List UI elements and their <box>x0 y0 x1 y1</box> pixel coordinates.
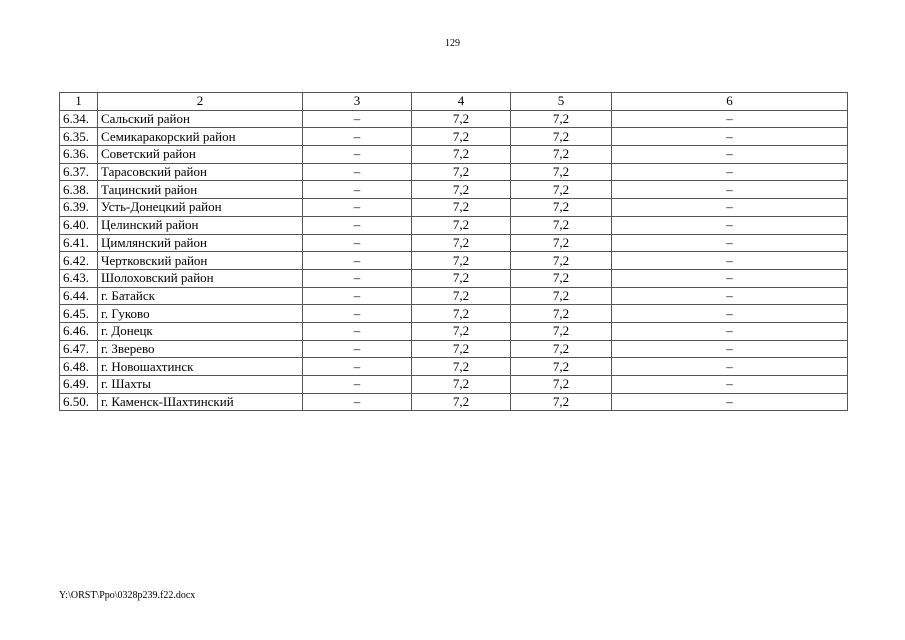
row-number-cell: 6.42. <box>60 252 98 270</box>
table-row <box>60 199 848 217</box>
table-row <box>60 252 848 270</box>
col5-cell: 7,2 <box>511 340 612 358</box>
col5-cell: 7,2 <box>511 393 612 411</box>
row-number-cell: 6.48. <box>60 358 98 376</box>
col6-cell: – <box>612 305 848 323</box>
district-name-cell: Усть-Донецкий район <box>98 199 303 217</box>
district-name-cell: Чертковский район <box>98 252 303 270</box>
table-row <box>60 234 848 252</box>
col4-cell: 7,2 <box>412 163 511 181</box>
col6-cell: – <box>612 269 848 287</box>
row-number-cell: 6.50. <box>60 393 98 411</box>
table-row <box>60 358 848 376</box>
col3-cell: – <box>303 376 412 394</box>
row-number-cell: 6.46. <box>60 322 98 340</box>
col5-cell: 7,2 <box>511 110 612 128</box>
col6-cell: – <box>612 358 848 376</box>
col4-cell: 7,2 <box>412 110 511 128</box>
col3-cell: – <box>303 305 412 323</box>
row-number-cell: 6.49. <box>60 376 98 394</box>
col6-cell: – <box>612 393 848 411</box>
col6-cell: – <box>612 199 848 217</box>
district-name-cell: Тарасовский район <box>98 163 303 181</box>
row-number-cell: 6.39. <box>60 199 98 217</box>
district-name-cell: Цимлянский район <box>98 234 303 252</box>
col5-cell: 7,2 <box>511 376 612 394</box>
district-name-cell: Шолоховский район <box>98 269 303 287</box>
table-row <box>60 163 848 181</box>
district-name-cell: г. Донецк <box>98 322 303 340</box>
col5-cell: 7,2 <box>511 322 612 340</box>
row-number-cell: 6.35. <box>60 128 98 146</box>
col3-cell: – <box>303 287 412 305</box>
col4-cell: 7,2 <box>412 358 511 376</box>
row-number-cell: 6.44. <box>60 287 98 305</box>
col5-cell: 7,2 <box>511 234 612 252</box>
column-header-1: 1 <box>60 93 98 111</box>
col4-cell: 7,2 <box>412 322 511 340</box>
col4-cell: 7,2 <box>412 376 511 394</box>
row-number-cell: 6.45. <box>60 305 98 323</box>
row-number-cell: 6.43. <box>60 269 98 287</box>
col4-cell: 7,2 <box>412 252 511 270</box>
district-name-cell: Сальский район <box>98 110 303 128</box>
row-number-cell: 6.38. <box>60 181 98 199</box>
row-number-cell: 6.40. <box>60 216 98 234</box>
col6-cell: – <box>612 287 848 305</box>
col3-cell: – <box>303 216 412 234</box>
table-header-row <box>60 93 848 111</box>
district-name-cell: г. Новошахтинск <box>98 358 303 376</box>
col4-cell: 7,2 <box>412 305 511 323</box>
col4-cell: 7,2 <box>412 234 511 252</box>
col6-cell: – <box>612 128 848 146</box>
col6-cell: – <box>612 234 848 252</box>
col4-cell: 7,2 <box>412 287 511 305</box>
col6-cell: – <box>612 163 848 181</box>
col4-cell: 7,2 <box>412 269 511 287</box>
row-number-cell: 6.36. <box>60 146 98 164</box>
table-row <box>60 216 848 234</box>
row-number-cell: 6.37. <box>60 163 98 181</box>
col5-cell: 7,2 <box>511 252 612 270</box>
district-name-cell: г. Гуково <box>98 305 303 323</box>
col4-cell: 7,2 <box>412 340 511 358</box>
col6-cell: – <box>612 340 848 358</box>
footer-file-path: Y:\ORST\Ppo\0328p239.f22.docx <box>59 590 196 601</box>
col5-cell: 7,2 <box>511 163 612 181</box>
table-row <box>60 287 848 305</box>
table-row <box>60 393 848 411</box>
col3-cell: – <box>303 181 412 199</box>
col3-cell: – <box>303 358 412 376</box>
column-header-6: 6 <box>612 93 848 111</box>
district-name-cell: г. Каменск-Шахтинский <box>98 393 303 411</box>
district-name-cell: г. Шахты <box>98 376 303 394</box>
col6-cell: – <box>612 252 848 270</box>
district-name-cell: г. Зверево <box>98 340 303 358</box>
table-row <box>60 110 848 128</box>
page-number: 129 <box>445 38 460 49</box>
col5-cell: 7,2 <box>511 199 612 217</box>
col5-cell: 7,2 <box>511 216 612 234</box>
row-number-cell: 6.47. <box>60 340 98 358</box>
col5-cell: 7,2 <box>511 305 612 323</box>
table-row <box>60 128 848 146</box>
col3-cell: – <box>303 199 412 217</box>
col5-cell: 7,2 <box>511 181 612 199</box>
col4-cell: 7,2 <box>412 199 511 217</box>
district-name-cell: г. Батайск <box>98 287 303 305</box>
col3-cell: – <box>303 252 412 270</box>
col3-cell: – <box>303 340 412 358</box>
table-row <box>60 146 848 164</box>
district-name-cell: Семикаракорский район <box>98 128 303 146</box>
col3-cell: – <box>303 234 412 252</box>
table-row <box>60 376 848 394</box>
district-name-cell: Советский район <box>98 146 303 164</box>
col4-cell: 7,2 <box>412 216 511 234</box>
column-header-5: 5 <box>511 93 612 111</box>
col4-cell: 7,2 <box>412 128 511 146</box>
col6-cell: – <box>612 110 848 128</box>
table-row <box>60 322 848 340</box>
column-header-4: 4 <box>412 93 511 111</box>
table-body <box>60 110 848 411</box>
col3-cell: – <box>303 322 412 340</box>
row-number-cell: 6.41. <box>60 234 98 252</box>
col5-cell: 7,2 <box>511 146 612 164</box>
district-name-cell: Тацинский район <box>98 181 303 199</box>
col5-cell: 7,2 <box>511 287 612 305</box>
col4-cell: 7,2 <box>412 393 511 411</box>
col4-cell: 7,2 <box>412 181 511 199</box>
col3-cell: – <box>303 110 412 128</box>
col3-cell: – <box>303 163 412 181</box>
col5-cell: 7,2 <box>511 128 612 146</box>
data-table <box>59 92 848 411</box>
col3-cell: – <box>303 146 412 164</box>
col5-cell: 7,2 <box>511 358 612 376</box>
district-name-cell: Целинский район <box>98 216 303 234</box>
table-row <box>60 181 848 199</box>
col5-cell: 7,2 <box>511 269 612 287</box>
col3-cell: – <box>303 269 412 287</box>
col6-cell: – <box>612 181 848 199</box>
row-number-cell: 6.34. <box>60 110 98 128</box>
col6-cell: – <box>612 376 848 394</box>
table-row <box>60 340 848 358</box>
col3-cell: – <box>303 128 412 146</box>
col6-cell: – <box>612 322 848 340</box>
column-header-3: 3 <box>303 93 412 111</box>
table-row <box>60 305 848 323</box>
col3-cell: – <box>303 393 412 411</box>
col6-cell: – <box>612 216 848 234</box>
col4-cell: 7,2 <box>412 146 511 164</box>
table-row <box>60 269 848 287</box>
column-header-2: 2 <box>98 93 303 111</box>
col6-cell: – <box>612 146 848 164</box>
